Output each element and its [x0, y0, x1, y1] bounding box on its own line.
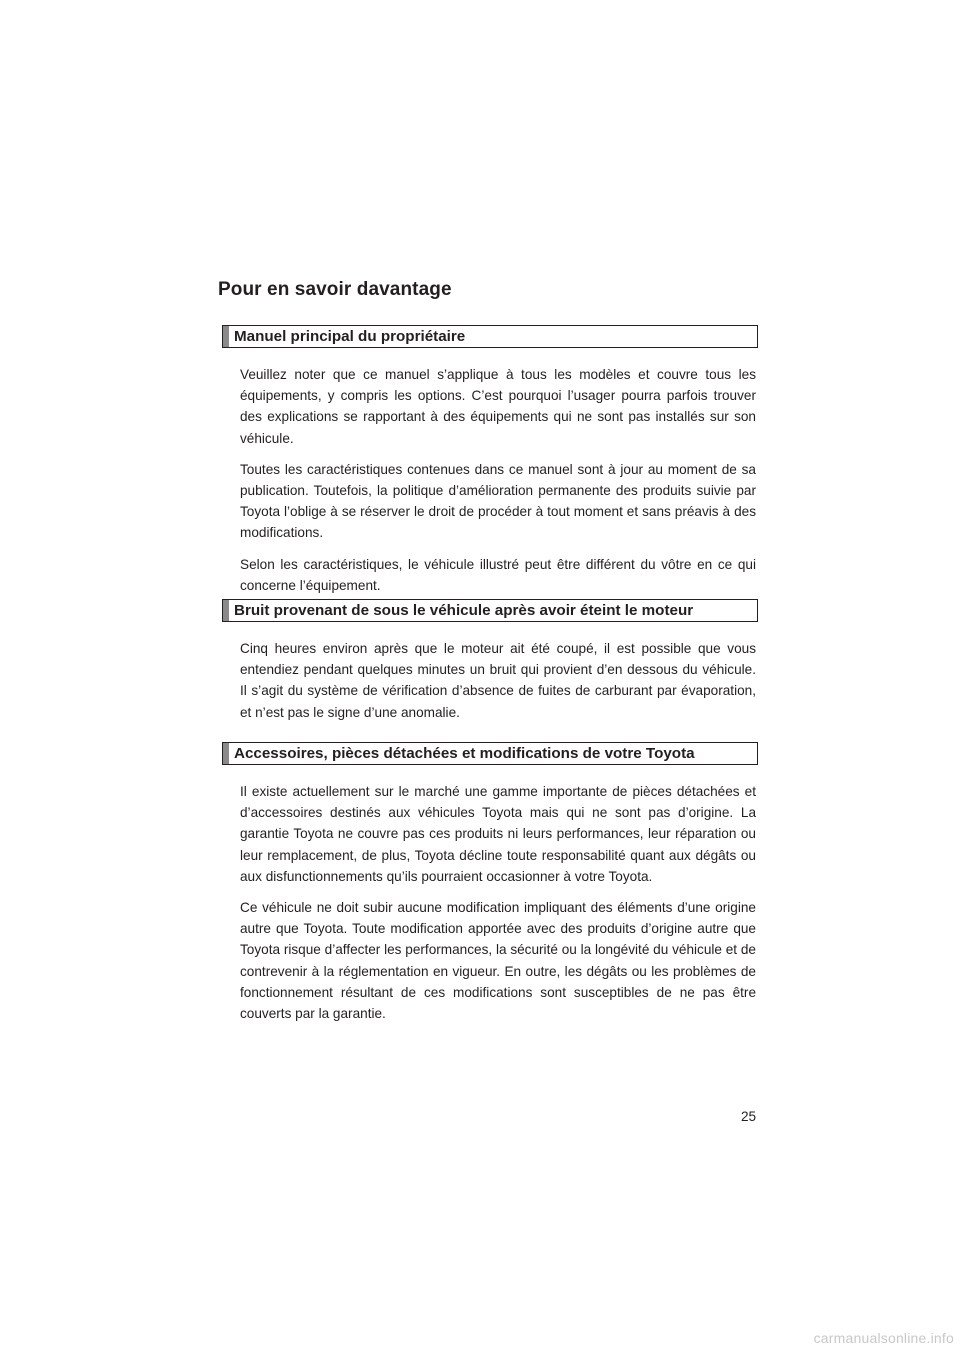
section-heading: Manuel principal du propriétaire [234, 328, 466, 345]
section-heading-box [222, 325, 758, 348]
paragraph: Il existe actuellement sur le marché une gamme importante de pièces détachées et d’accessoires destinés aux véhicules Toyota mais qui ne sont pas d’origine. La garantie Toyota ne couvre pas ces produits ni leurs performances, leur réparation ou leur remplacement, de plus, Toyota décline toute responsabilité quant aux dégâts ou aux disfunctionnements qu’ils pourraient occasionner à votre Toyota. [240, 784, 756, 884]
section-heading-box [222, 599, 758, 622]
section-heading: Accessoires, pièces détachées et modifications de votre Toyota [234, 745, 695, 762]
watermark: carmanualsonline.info [813, 1330, 954, 1346]
page-title: Pour en savoir davantage [218, 279, 452, 300]
section-owners-manual [222, 325, 758, 596]
paragraph: Toutes les caractéristiques contenues dans ce manuel sont à jour au moment de sa publication. Toutefois, la politique d’amélioration permanente des produits suivie par Toyota l’oblige à se réserver le droit de procéder à tout moment et sans préavis à des modifications. [240, 461, 756, 541]
paragraph: Selon les caractéristiques, le véhicule illustré peut être différent du vôtre en ce qui concerne l’équipement. [240, 556, 756, 593]
heading-accent-bar [223, 743, 229, 764]
section-noise-under-vehicle [222, 599, 758, 723]
heading-accent-bar [223, 600, 229, 621]
section-heading-box [222, 742, 758, 765]
heading-accent-bar [223, 326, 229, 347]
section-accessories-modifications [222, 742, 758, 1024]
paragraph: Ce véhicule ne doit subir aucune modification impliquant des éléments d’une origine autre que Toyota. Toute modification apportée avec des produits d’origine autre que Toyota risque d’affecter les performances, la sécurité ou la longévité du véhicule et de contrevenir à la réglementation en vigueur. En outre, les dégâts ou les problèmes de fonctionnement résultant de ces modifications sont susceptibles de ne pas être couverts par la garantie. [240, 900, 756, 1022]
section-heading: Bruit provenant de sous le véhicule après avoir éteint le moteur [234, 602, 694, 619]
paragraph: Veuillez noter que ce manuel s’applique à tous les modèles et couvre tous les équipements, y compris les options. C’est pourquoi l’usager pourra parfois trouver des explications se rapportant à des équipements qui ne sont pas installés sur son véhicule. [240, 367, 756, 446]
paragraph: Cinq heures environ après que le moteur ait été coupé, il est possible que vous entendiez pendant quelques minutes un bruit qui provient d’en dessous du véhicule. Il s’agit du système de vérification d’absence de fuites de carburant par évaporation, et n’est pas le signe d’une anomalie. [240, 641, 756, 720]
page-number: 25 [741, 1109, 757, 1124]
